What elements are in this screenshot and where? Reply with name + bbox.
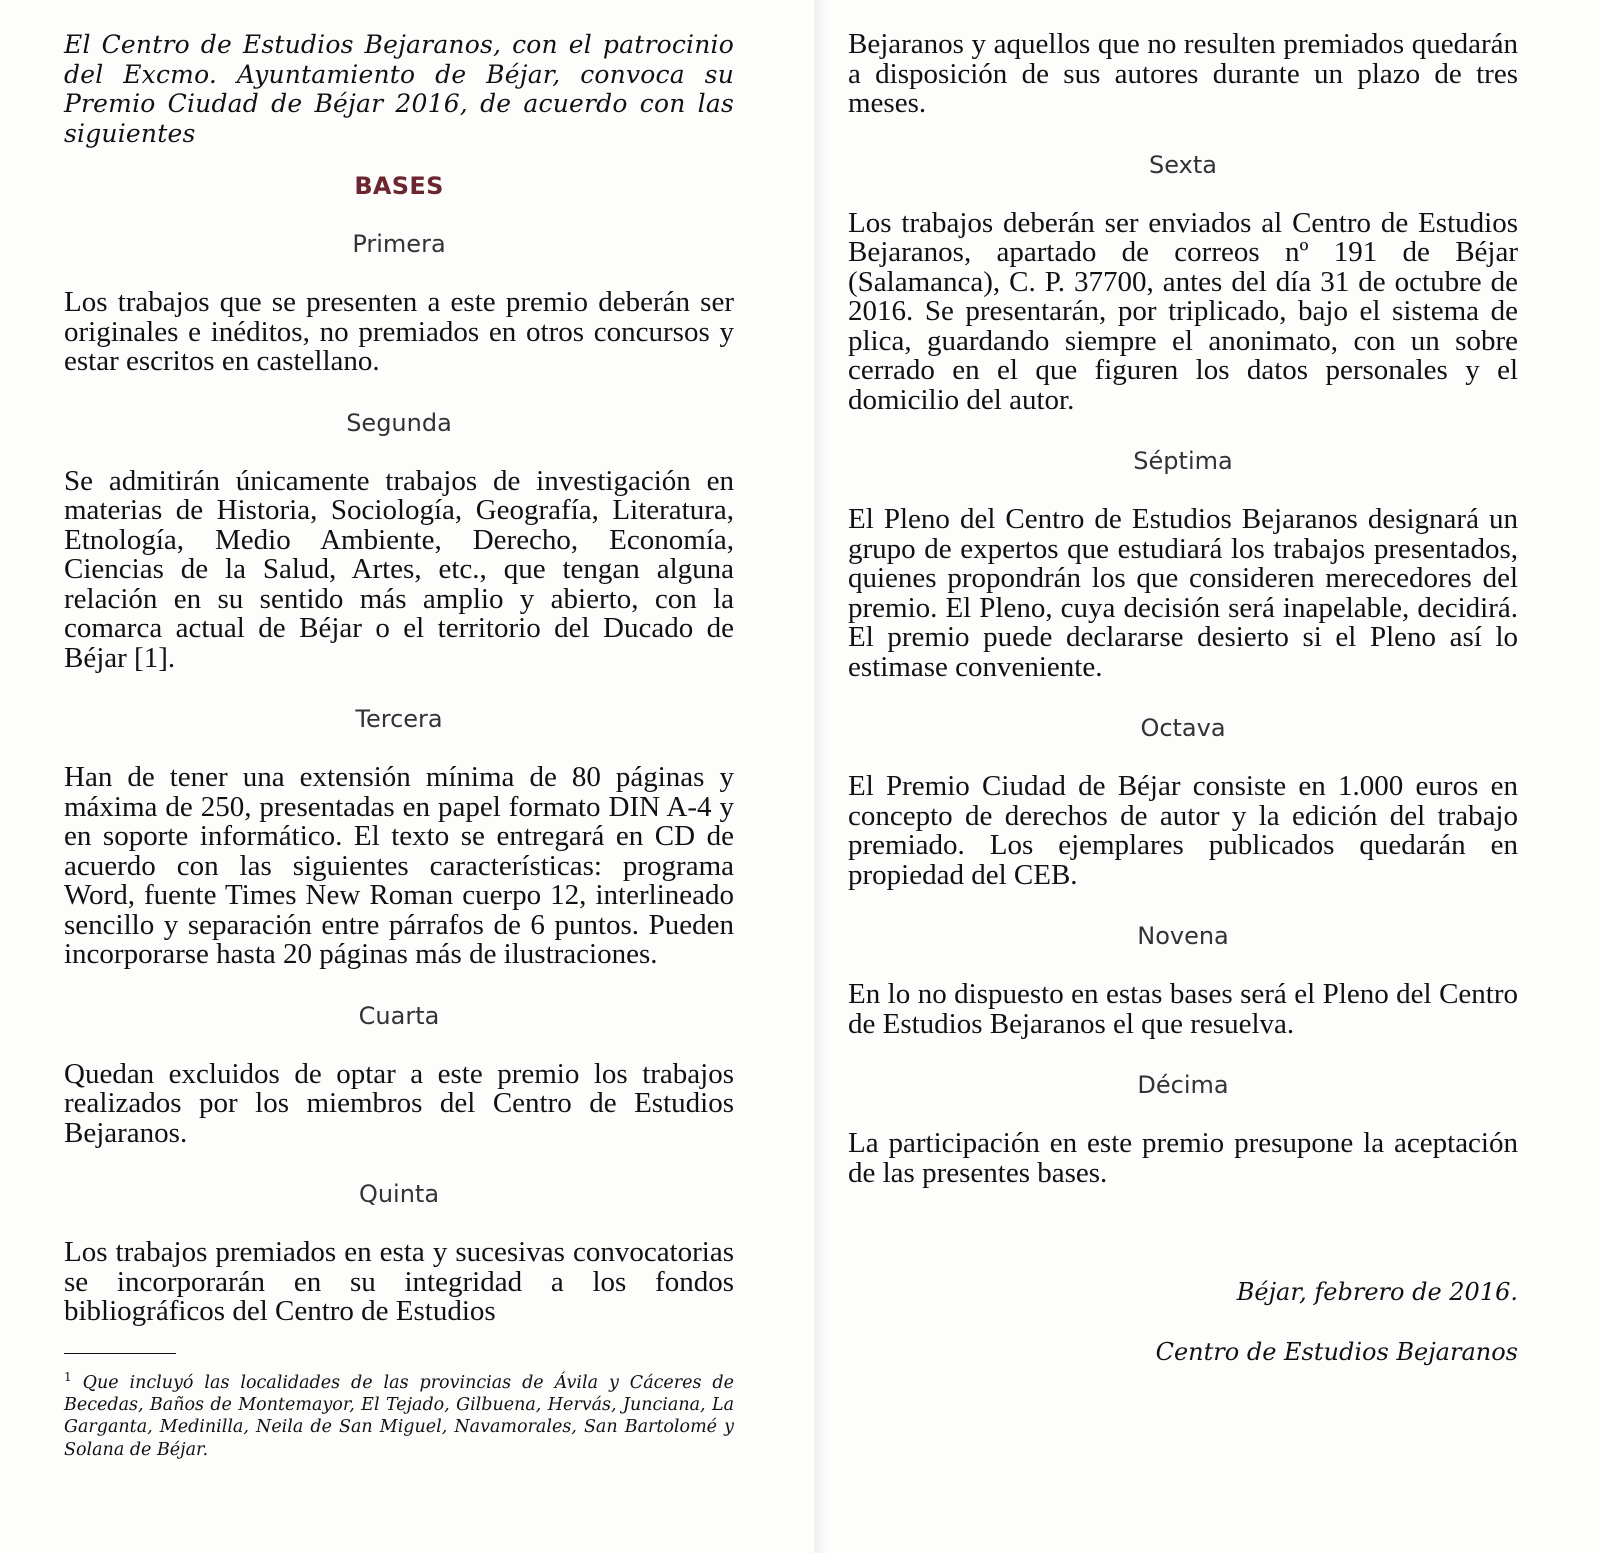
section-text-cuarta: Quedan excluidos de optar a este premio los trabajos realizados por los miembros del Centro de Estudios Bejaranos. (64, 1057, 734, 1149)
section-text-quinta-part1: Los trabajos premiados en esta y sucesivas convocatorias se incorporarán en su integridad a los fondos bibliográficos del Centro de Estudios (64, 1236, 734, 1327)
page-fold-shadow (815, 0, 829, 1553)
section-text-novena: En lo no dispuesto en estas bases será el Pleno del Centro de Estudios Bejaranos el que resuelva. (848, 978, 1518, 1040)
section-title-primera: Primera (352, 230, 446, 258)
footnote (64, 1366, 734, 1462)
signature-place-date: Béjar, febrero de 2016. (1236, 1278, 1518, 1306)
section-title-tercera: Tercera (355, 705, 443, 733)
footnote-marker: 1 (64, 1369, 72, 1384)
section-title-octava: Octava (1140, 714, 1226, 742)
section-text-septima: El Pleno del Centro de Estudios Bejaranos designará un grupo de expertos que estudiará los trabajos presentados, quienes propondrán los que consideren merecedores del premio. El Pleno, cuya decisión será inapelable, decidirá. El premio puede declararse desierto si el Pleno así lo estimase conveniente. (848, 503, 1518, 683)
section-text-primera: Los trabajos que se presenten a este premio deberán ser originales e inéditos, no premiados en otros concursos y estar escritos en castellano. (64, 286, 734, 377)
section-title-segunda: Segunda (346, 408, 452, 437)
section-title-novena: Novena (1137, 922, 1229, 950)
bases-heading: BASES (354, 172, 444, 200)
intro-paragraph: El Centro de Estudios Bejaranos, con el patrocinio del Excmo. Ayuntamiento de Béjar, convoca su Premio Ciudad de Béjar 2016, de acuerdo con las siguientes (64, 30, 734, 148)
footnote-rule (64, 1353, 176, 1354)
section-text-decima: La participación en este premio presupone la aceptación de las presentes bases. (848, 1127, 1518, 1189)
section-text-segunda: Se admitirán únicamente trabajos de investigación en materias de Historia, Sociología, Geografía, Literatura, Etnología, Medio Ambiente, Derecho, Economía, Ciencias de la Salud, Artes, etc., que tengan alguna relación en su sentido más amplio y abierto, con la comarca actual de Béjar o el territorio del Ducado de Béjar [1]. (64, 464, 734, 674)
footnote-text: Que incluyó las localidades de las provincias de Ávila y Cáceres de Becedas, Baños de Montemayor, El Tejado, Gilbuena, Hervás, Junciana, La Garganta, Medinilla, Neila de San Miguel, Navamorales, San Bartolomé y Solana de Béjar. (64, 1372, 734, 1460)
section-text-octava: El Premio Ciudad de Béjar consiste en 1.000 euros en concepto de derechos de autor y la edición del trabajo premiado. Los ejemplares publicados quedarán en propiedad del CEB. (848, 770, 1518, 891)
section-title-septima: Séptima (1133, 447, 1233, 475)
right-column (848, 30, 1518, 1366)
section-title-sexta: Sexta (1149, 150, 1217, 179)
section-title-decima: Décima (1137, 1071, 1229, 1099)
section-title-cuarta: Cuarta (358, 1001, 440, 1030)
section-text-quinta-part2: Bejaranos y aquellos que no resulten premiados quedarán a disposición de sus autores durante un plazo de tres meses. (848, 28, 1518, 119)
left-column (64, 30, 734, 1461)
section-text-sexta: Los trabajos deberán ser enviados al Centro de Estudios Bejaranos, apartado de correos nº 191 de Béjar (Salamanca), C. P. 37700, antes del día 31 de octubre de 2016. Se presentarán, por triplicado, bajo el sistema de plica, guardando siempre el anonimato, con un sobre cerrado en el que figuren los datos personales y el domicilio del autor. (848, 206, 1518, 416)
signature-organization: Centro de Estudios Bejaranos (1155, 1338, 1518, 1366)
section-title-quinta: Quinta (358, 1180, 440, 1208)
section-text-tercera: Han de tener una extensión mínima de 80 páginas y máxima de 250, presentadas en papel formato DIN A-4 y en soporte informático. El texto se entregará en CD de acuerdo con las siguientes características: programa Word, fuente Times New Roman cuerpo 12, interlineado sencillo y separación entre párrafos de 6 puntos. Pueden incorporarse hasta 20 páginas más de ilustraciones. (64, 761, 734, 970)
